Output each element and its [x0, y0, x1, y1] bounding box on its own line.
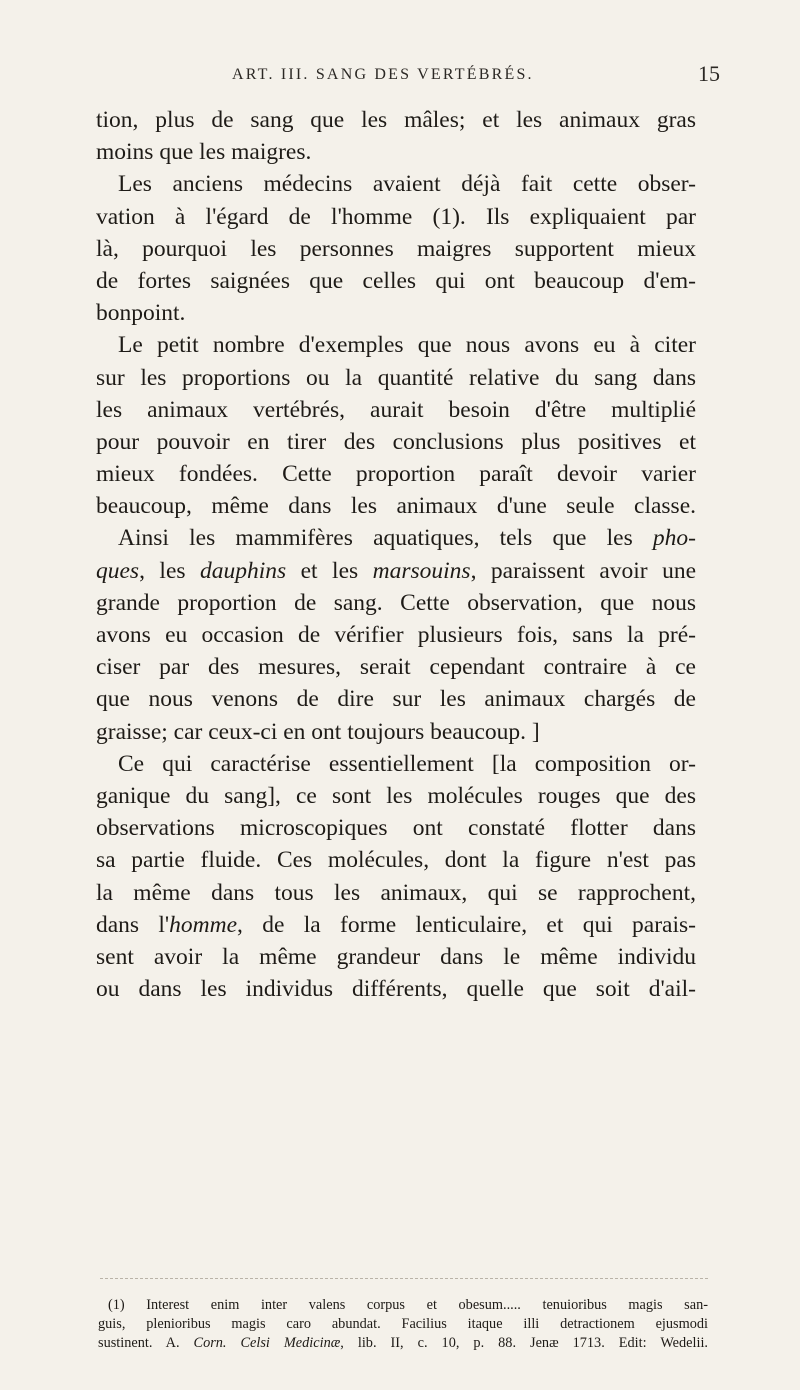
text-line: [96, 201, 696, 233]
text-line: [96, 716, 696, 748]
text-run: bonpoint.: [96, 300, 186, 327]
text-line: [96, 136, 696, 168]
text-line: [96, 683, 696, 715]
text-line: [96, 233, 696, 265]
text-line: [96, 490, 696, 522]
footnote-divider: [100, 1278, 708, 1279]
italic-text: marsouins: [372, 557, 471, 584]
text-run: sent avoir la même grandeur dans le même individu: [96, 943, 696, 970]
text-run: graisse; car ceux-ci en ont toujours beaucoup. ]: [96, 718, 540, 745]
footnote-line: [98, 1334, 708, 1353]
text-line: [96, 297, 696, 329]
text-run: dans l': [96, 911, 170, 938]
text-line: [96, 812, 696, 844]
text-run: mieux fondées. Cette proportion paraît devoir varier: [96, 461, 696, 488]
italic-text: Corn. Celsi Medicinæ: [193, 1335, 341, 1351]
text-line: [96, 522, 696, 554]
text-run: avons eu occasion de vérifier plusieurs fois, sans la pré-: [96, 622, 696, 648]
text-run: sa partie fluide. Ces molécules, dont la figure n'est pas: [96, 847, 696, 874]
running-head: [0, 61, 800, 96]
text-line: [96, 168, 696, 200]
text-run: et les: [286, 557, 373, 584]
text-run: Le petit nombre d'exemples que nous avons eu à citer: [118, 332, 696, 359]
italic-text: pho-: [652, 525, 696, 552]
text-line: [96, 748, 696, 780]
text-line: [96, 329, 696, 361]
text-run: , paraissent avoir une: [470, 557, 696, 584]
text-run: ciser par des mesures, serait cependant contraire à ce: [96, 654, 696, 681]
text-line: [96, 555, 696, 587]
text-run: ganique du sang], ce sont les molécules rouges que des: [96, 782, 696, 809]
page-number: 15: [698, 61, 720, 86]
text-line: [96, 104, 696, 136]
text-run: de fortes saignées que celles qui ont beaucoup d'em-: [96, 267, 696, 294]
text-run: ou dans les individus différents, quelle que soit d'ail-: [96, 976, 696, 1003]
text-run: la même dans tous les animaux, qui se rapprochent,: [96, 879, 696, 906]
text-run: , les: [139, 557, 200, 584]
text-run: Les anciens médecins avaient déjà fait cette obser-: [118, 171, 696, 198]
text-line: [96, 780, 696, 812]
text-run: observations microscopiques ont constaté flotter dans: [96, 815, 696, 842]
footnote: [98, 1296, 708, 1353]
text-line: [96, 909, 696, 941]
text-line: [96, 844, 696, 876]
footnote-line: [98, 1296, 708, 1315]
text-line: [96, 973, 696, 1005]
text-run: Ainsi les mammifères aquatiques, tels que les: [118, 525, 653, 552]
text-run: , de la forme lenticulaire, et qui parais-: [237, 911, 696, 938]
text-run: pour pouvoir en tirer des conclusions plus positives et: [96, 428, 696, 455]
text-run: grande proportion de sang. Cette observation, que nous: [96, 589, 696, 616]
text-run: (1) Interest enim inter valens corpus et obesum..... tenuioribus magis san-: [108, 1297, 708, 1313]
body-text: [96, 104, 696, 1005]
text-line: [96, 394, 696, 426]
text-line: [96, 619, 696, 651]
text-line: [96, 877, 696, 909]
text-run: Ce qui caractérise essentiellement [la composition or-: [118, 750, 696, 777]
text-run: vation à l'égard de l'homme (1). Ils expliquaient par: [96, 203, 696, 230]
italic-text: ques: [96, 557, 140, 584]
text-run: guis, plenioribus magis caro abundat. Facilius itaque illi detractionem ejusmodi: [98, 1316, 708, 1332]
text-run: beaucoup, même dans les animaux d'une seule classe.: [96, 493, 696, 520]
footnote-line: [98, 1315, 708, 1334]
italic-text: dauphins: [199, 557, 287, 584]
italic-text: homme: [169, 911, 238, 938]
text-run: que nous venons de dire sur les animaux chargés de: [96, 686, 696, 713]
text-line: [96, 458, 696, 490]
text-run: tion, plus de sang que les mâles; et les animaux gras: [96, 107, 696, 133]
text-line: [96, 362, 696, 394]
text-run: là, pourquoi les personnes maigres supportent mieux: [96, 235, 696, 262]
text-run: sustinent. A.: [98, 1335, 194, 1351]
text-line: [96, 587, 696, 619]
text-line: [96, 265, 696, 297]
running-title: ART. III. SANG DES VERTÉBRÉS.: [232, 66, 534, 83]
text-line: [96, 941, 696, 973]
text-run: , lib. II, c. 10, p. 88. Jenæ 1713. Edit: Wedelii.: [340, 1335, 709, 1351]
text-run: moins que les maigres.: [96, 139, 312, 166]
text-run: les animaux vertébrés, aurait besoin d'être multiplié: [96, 396, 696, 423]
text-run: sur les proportions ou la quantité relative du sang dans: [96, 364, 696, 391]
text-line: [96, 426, 696, 458]
text-line: [96, 651, 696, 683]
